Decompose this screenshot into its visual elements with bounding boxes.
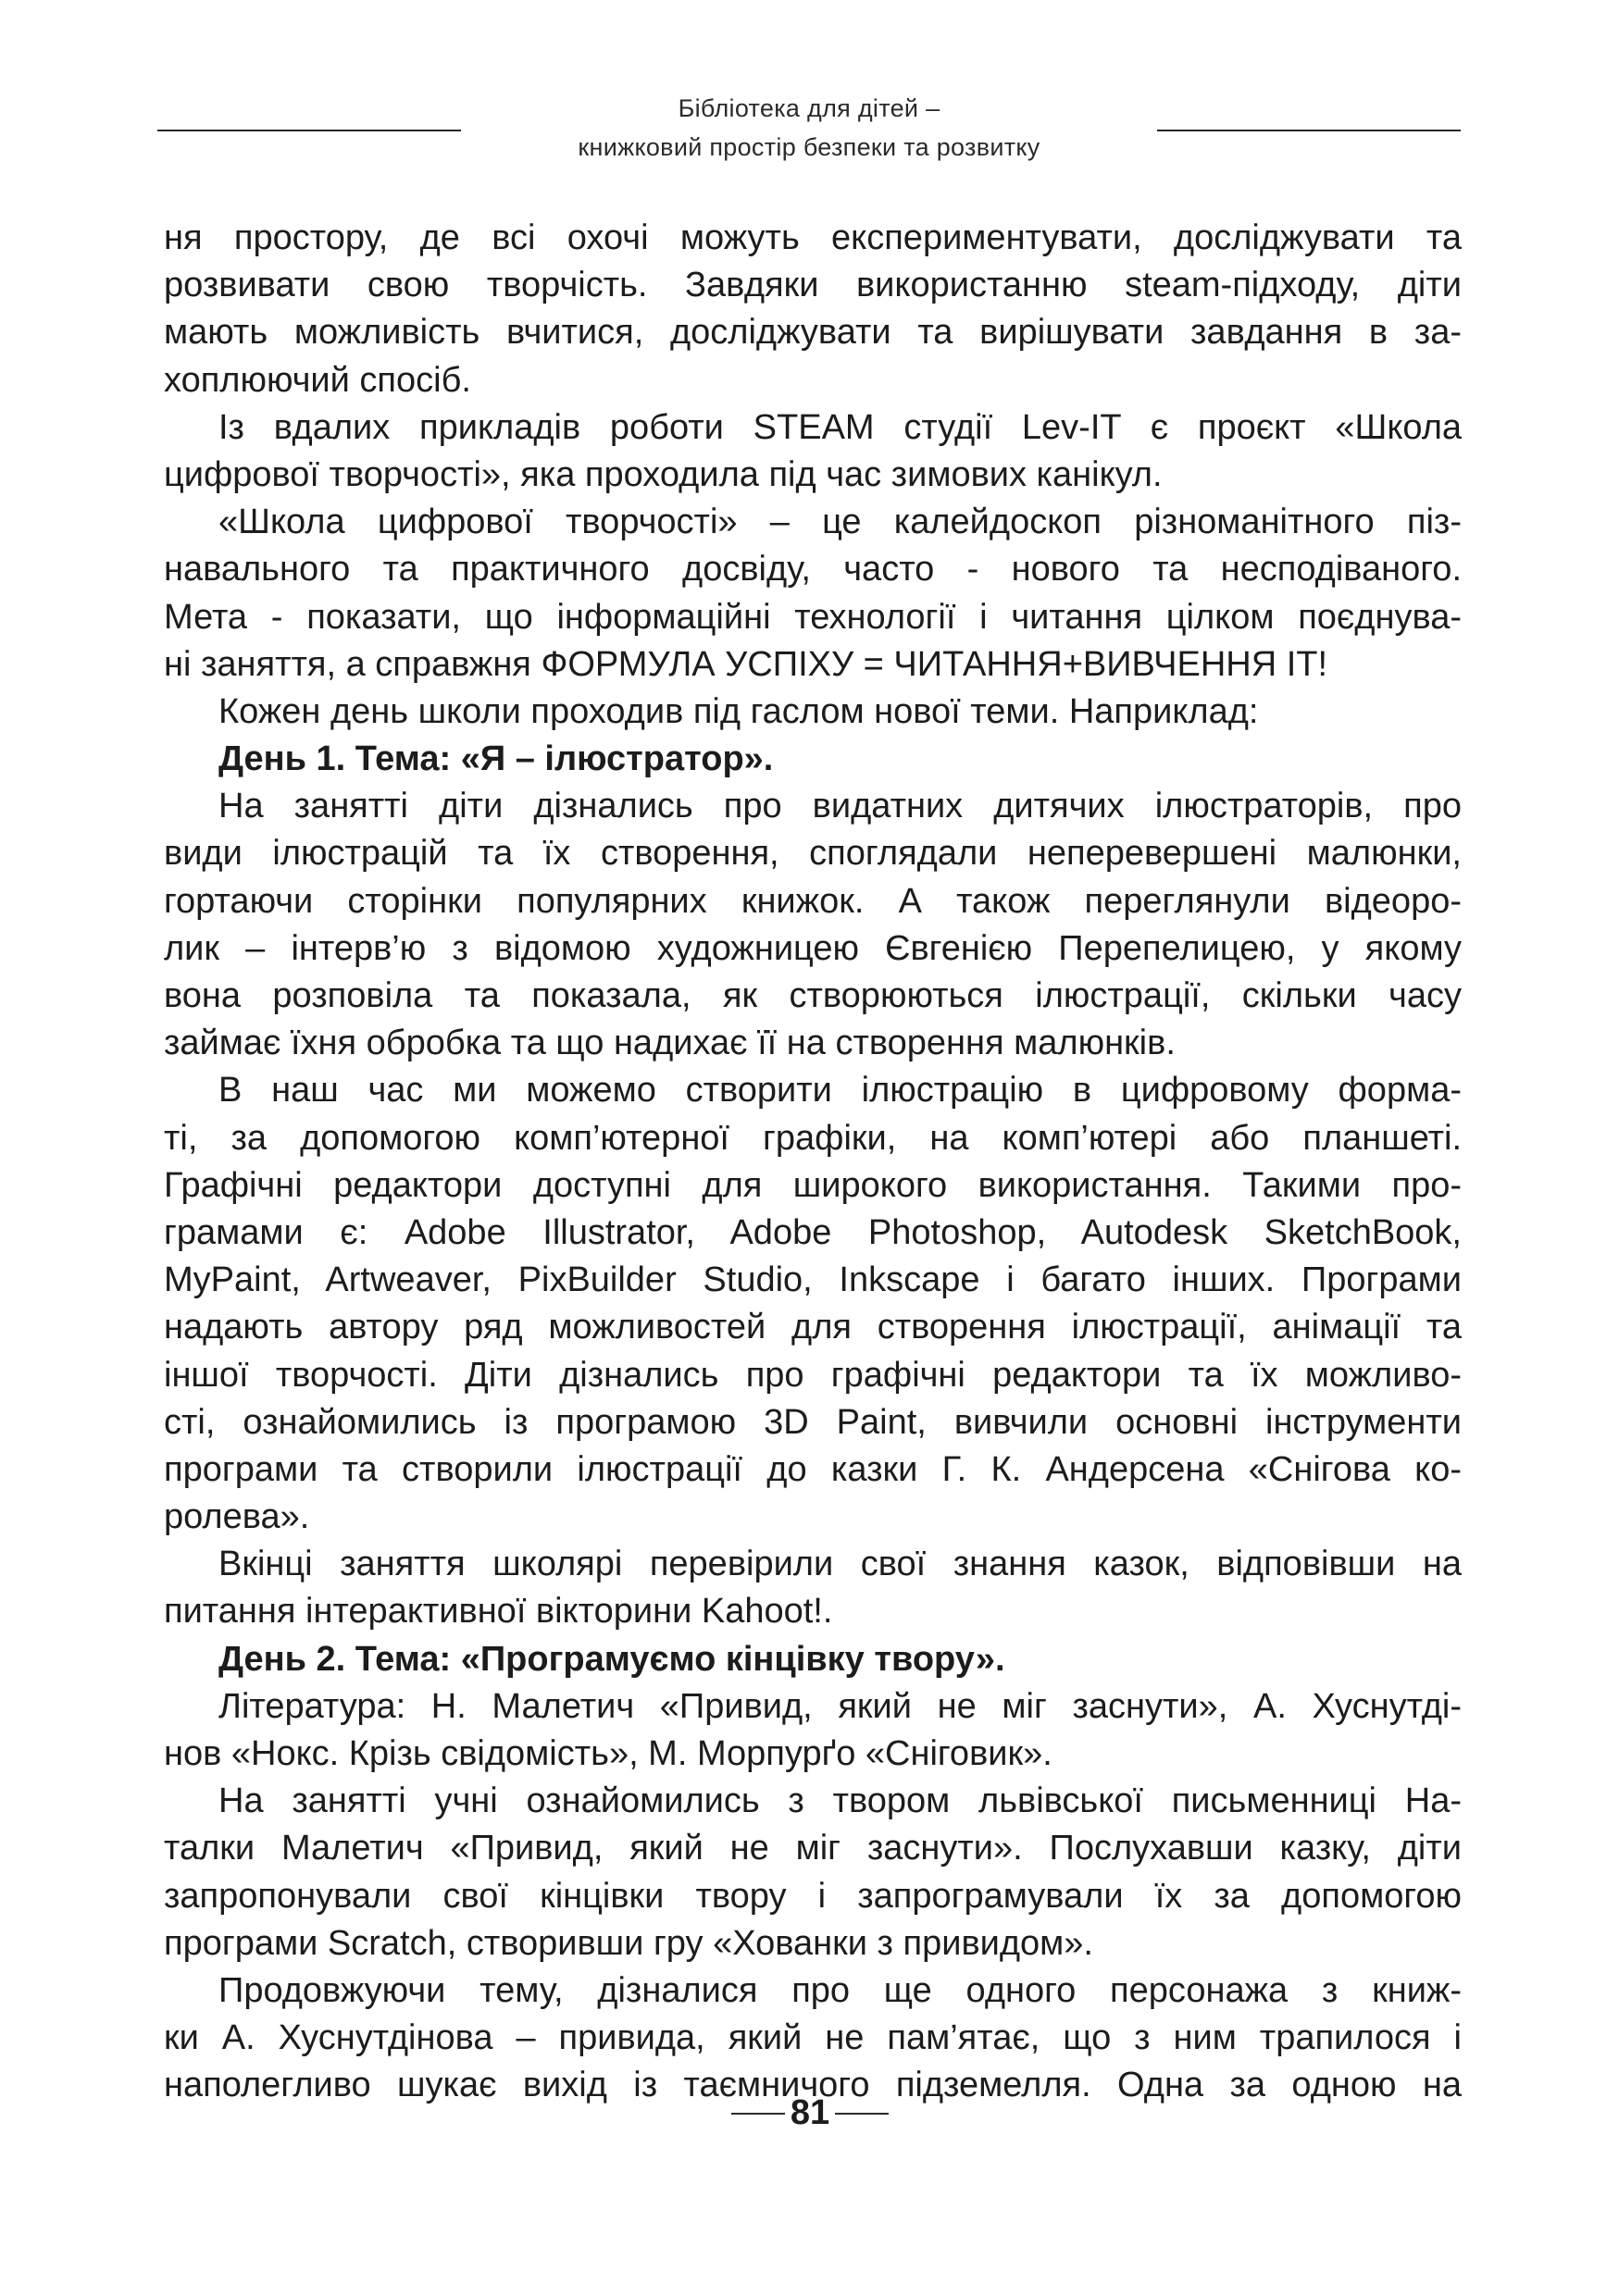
text-line: гортаючи сторінки популярних книжок. А також переглянули відеоро- xyxy=(164,881,1462,921)
page-footer xyxy=(731,2090,889,2136)
paragraph xyxy=(164,1067,1462,1541)
text-line: наполегливо шукає вихід із таємничого підземелля. Одна за одною на xyxy=(164,2066,1462,2105)
text-line: надають автору ряд можливостей для створення ілюстрації, анімації та xyxy=(164,1308,1462,1347)
paragraph xyxy=(164,689,1462,736)
text-line: В наш час ми можемо створити ілюстрацію в цифровому форма- xyxy=(218,1071,1462,1111)
text-line: MyPaint, Artweaver, PixBuilder Studio, Inkscape і багато інших. Програми xyxy=(164,1260,1462,1300)
text-line: Кожен день школи проходив під гаслом нової теми. Наприклад: xyxy=(218,691,1259,731)
paragraph xyxy=(164,783,1462,1067)
header-rule-left xyxy=(157,130,461,131)
paragraph xyxy=(164,1541,1462,1635)
text-line: вона розповіла та показала, як створюються ілюстрації, скільки часу xyxy=(164,976,1462,1015)
running-header xyxy=(157,89,1461,172)
text-line: хоплюючий спосіб. xyxy=(164,360,471,400)
text-line: займає їхня обробка та що надихає її на створення малюнків. xyxy=(164,1024,1176,1063)
text-line: іншої творчості. Діти дізнались про графічні редактори та їх можливо- xyxy=(164,1355,1462,1395)
text-line: ня простору, де всі охочі можуть експериментувати, досліджувати та xyxy=(164,218,1462,257)
section-heading xyxy=(164,736,1462,783)
page-number: 81 xyxy=(790,2093,830,2132)
text-line: сті, ознайомились із програмою 3D Paint, вивчили основні інструменти xyxy=(164,1402,1462,1442)
text-line: мають можливість вчитися, досліджувати та вирішувати завдання в за- xyxy=(164,313,1462,353)
header-title-line-2: книжковий простір безпеки та розвитку xyxy=(578,133,1040,161)
text-line: День 2. Тема: «Програмуємо кінцівку твору». xyxy=(218,1639,1005,1679)
header-title xyxy=(491,89,1127,167)
text-line: День 1. Тема: «Я – ілюстратор». xyxy=(218,739,774,779)
body-text xyxy=(164,215,1462,2110)
text-line: розвивати свою творчість. Завдяки використанню steam-підходу, діти xyxy=(164,266,1462,305)
paragraph xyxy=(164,1683,1462,1778)
paragraph xyxy=(164,1778,1462,1967)
text-line: програми Scratch, створивши гру «Хованки з привидом». xyxy=(164,1923,1093,1963)
text-line: ні заняття, а справжня ФОРМУЛА УСПІХУ = ЧИТАННЯ+ВИВЧЕННЯ IT! xyxy=(164,644,1328,684)
text-line: нов «Нокс. Крізь свідомість», М. Морпурґо «Сніговик». xyxy=(164,1734,1052,1773)
text-line: навального та практичного досвіду, часто - нового та несподіваного. xyxy=(164,550,1462,590)
text-line: Із вдалих прикладів роботи STEAM студії Lev-IT є проєкт «Школа xyxy=(218,407,1462,447)
footer-rule-left xyxy=(731,2113,785,2115)
text-line: На занятті учні ознайомились з твором львівської письменниці На- xyxy=(218,1781,1462,1821)
text-line: грамами є: Adobe Illustrator, Adobe Photoshop, Autodesk SketchBook, xyxy=(164,1212,1462,1252)
text-line: запропонували свої кінцівки твору і запрограмували їх за допомогою xyxy=(164,1876,1462,1916)
text-line: цифрової творчості», яка проходила під час зимових канікул. xyxy=(164,454,1163,494)
text-line: лик – інтерв’ю з відомою художницею Євгенією Перепелицею, у якому xyxy=(164,928,1462,968)
footer-rule-right xyxy=(835,2113,889,2115)
paragraph xyxy=(164,499,1462,689)
text-line: Графічні редактори доступні для широкого використання. Такими про- xyxy=(164,1165,1462,1205)
text-line: На занятті діти дізнались про видатних дитячих ілюстраторів, про xyxy=(218,787,1462,826)
text-line: Вкінці заняття школярі перевірили свої знання казок, відповівши на xyxy=(218,1545,1462,1584)
text-line: види ілюстрацій та їх створення, споглядали неперевершені малюнки, xyxy=(164,834,1462,874)
paragraph xyxy=(164,1967,1462,2110)
paragraph xyxy=(164,404,1462,499)
text-line: Література: Н. Малетич «Привид, який не міг заснути», А. Хуснутді- xyxy=(218,1686,1462,1726)
text-line: Продовжуючи тему, дізналися про ще одного персонажа з книж- xyxy=(218,1970,1462,2010)
text-line: «Школа цифрової творчості» – це калейдоскоп різноманітного піз- xyxy=(218,503,1462,542)
section-heading xyxy=(164,1636,1462,1683)
paragraph xyxy=(164,215,1462,404)
text-line: ті, за допомогою комп’ютерної графіки, на комп’ютері або планшеті. xyxy=(164,1118,1462,1158)
text-line: програми та створили ілюстрації до казки Г. К. Андерсена «Снігова ко- xyxy=(164,1449,1462,1489)
text-line: ролева». xyxy=(164,1497,310,1537)
header-rule-right xyxy=(1157,130,1461,131)
header-title-line-1: Бібліотека для дітей – xyxy=(678,94,940,122)
text-line: ки А. Хуснутдінова – привида, який не пам’ятає, що з ним трапилося і xyxy=(164,2018,1462,2058)
text-line: талки Малетич «Привид, який не міг заснути». Послухавши казку, діти xyxy=(164,1829,1462,1868)
text-line: Мета - показати, що інформаційні технології і читання цілком поєднува- xyxy=(164,597,1462,637)
text-line: питання інтерактивної вікторини Kahoot!. xyxy=(164,1592,833,1632)
